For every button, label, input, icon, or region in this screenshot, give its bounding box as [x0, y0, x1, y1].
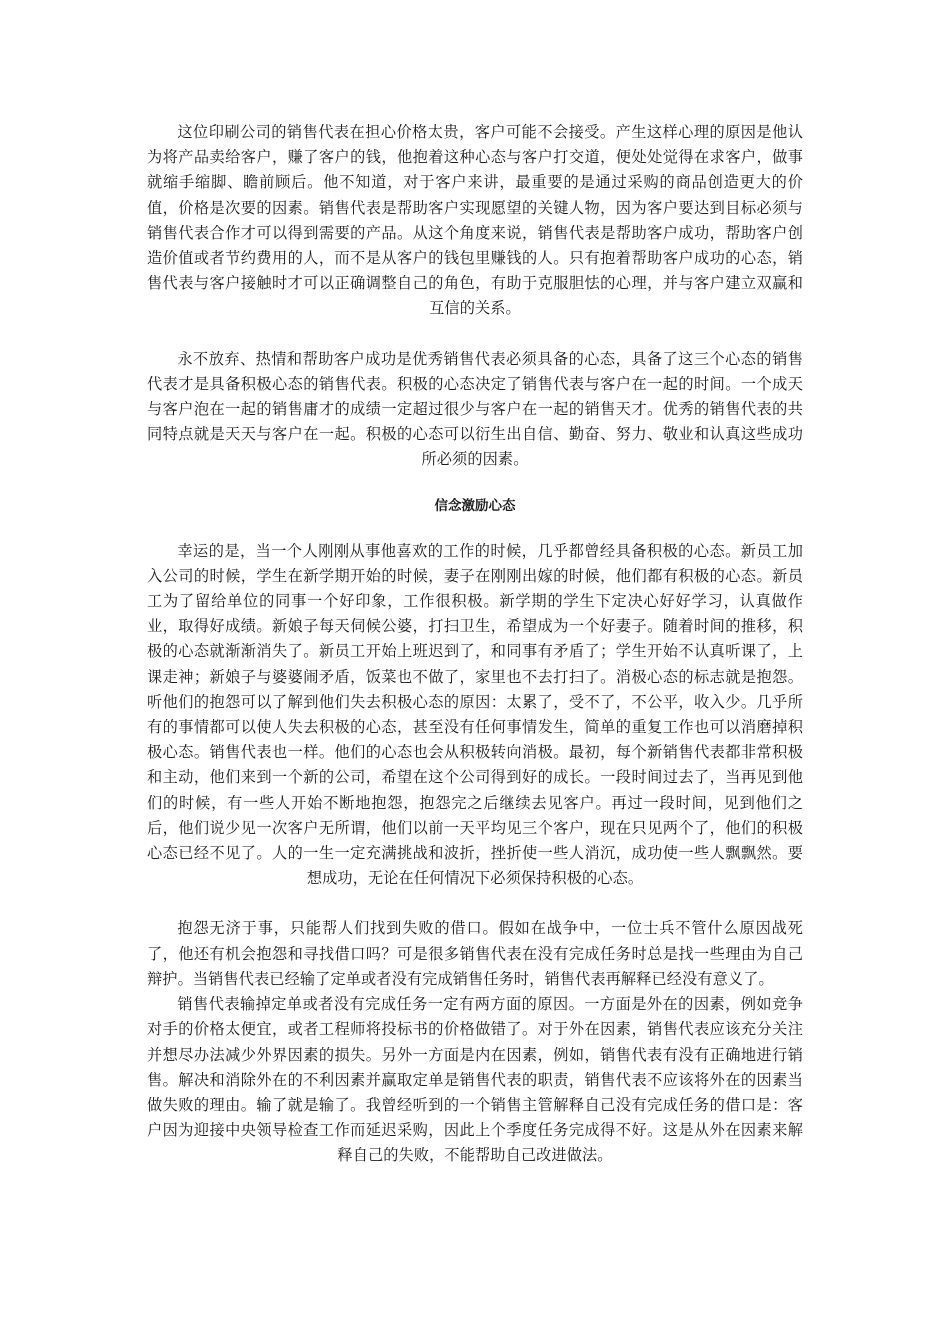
- paragraph-spacer: [147, 891, 803, 916]
- paragraph-spacer: [147, 473, 803, 495]
- paragraph: 这位印刷公司的销售代表在担心价格太贵，客户可能不会接受。产生这样心理的原因是他认为将产品卖给客户，赚了客户的钱，他抱着这种心态与客户打交道，便处处觉得在求客户，做事就缩手缩脚、瞻前顾后。他不知道，对于客户来讲，最重要的是通过采购的商品创造更大的价值，价格是次要的因素。销售代表是帮助客户实现愿望的关键人物，因为客户要达到目标必须与销售代表合作才可以得到需要的产品。从这个角度来说，销售代表是帮助客户成功，帮助客户创造价值或者节约费用的人，而不是从客户的钱包里赚钱的人。只有抱着帮助客户成功的心态，销售代表与客户接触时才可以正确调整自己的角色，有助于克服胆怯的心理，并与客户建立双赢和互信的关系。: [147, 123, 803, 318]
- section-heading: 信念激励心态: [434, 497, 516, 514]
- paragraph: 幸运的是，当一个人刚刚从事他喜欢的工作的时候，几乎都曾经具备积极的心态。新员工加入公司的时候，学生在新学期开始的时候，妻子在刚刚出嫁的时候，他们都有积极的心态。新员工为了留给单位的同事一个好印象，工作很积极。新学期的学生下定决心好好学习，认真做作业，取得好成绩。新娘子每天伺候公婆，打扫卫生，希望成为一个好妻子。随着时间的推移，积极的心态就渐渐消失了。新员工开始上班迟到了，和同事有矛盾了；学生开始不认真听课了，上课走神；新娘子与婆婆闹矛盾，饭菜也不做了，家里也不去打扫了。消极心态的标志就是抱怨。听他们的抱怨可以了解到他们失去积极心态的原因：太累了，受不了，不公平，收入少。几乎所有的事情都可以使人失去积极的心态，甚至没有任何事情发生，简单的重复工作也可以消磨掉积极心态。销售代表也一样。他们的心态也会从积极转向消极。最初，每个新销售代表都非常积极和主动，他们来到一个新的公司，希望在这个公司得到好的成长。一段时间过去了，当再见到他们的时候，有一些人开始不断地抱怨，抱怨完之后继续去见客户。再过一段时间，见到他们之后，他们说少见一次客户无所谓，他们以前一天平均见三个客户，现在只见两个了，他们的积极心态已经不见了。人的一生一定充满挑战和波折，挫折使一些人消沉，成功使一些人飘飘然。要想成功，无论在任何情况下必须保持积极的心态。: [147, 541, 803, 888]
- paragraph-spacer: [147, 517, 803, 539]
- paragraph-spacer: [147, 322, 803, 347]
- paragraph: 抱怨无济于事，只能帮人们找到失败的借口。假如在战争中，一位士兵不管什么原因战死了，他还有机会抱怨和寻找借口吗？可是很多销售代表在没有完成任务时总是找一些理由为自己辩护。当销售代表已经输了定单或者没有完成销售任务时，销售代表再解释已经没有意义了。: [147, 919, 803, 988]
- paragraph: 销售代表输掉定单或者没有完成任务一定有两方面的原因。一方面是外在的因素，例如竞争对手的价格太便宜，或者工程师将投标书的价格做错了。对于外在因素，销售代表应该充分关注并想尽办法减少外界因素的损失。另外一方面是内在因素，例如，销售代表有没有正确地进行销售。解决和消除外在的不利因素并赢取定单是销售代表的职责，销售代表不应该将外在的因素当做失败的理由。输了就是输了。我曾经听到的一个销售主管解释自己没有完成任务的借口是：客户因为迎接中央领导检查工作而延迟采购，因此上个季度任务完成得不好。这是从外在因素来解释自己的失败，不能帮助自己改进做法。: [147, 995, 803, 1165]
- document-page: [147, 120, 803, 1169]
- paragraph: 永不放弃、热情和帮助客户成功是优秀销售代表必须具备的心态，具备了这三个心态的销售代表才是具备积极心态的销售代表。积极的心态决定了销售代表与客户在一起的时间。一个成天与客户泡在一起的销售庸才的成绩一定超过很少与客户在一起的销售天才。优秀的销售代表的共同特点就是天天与客户在一起。积极的心态可以衍生出自信、勤奋、努力、敬业和认真这些成功所必须的因素。: [147, 349, 803, 469]
